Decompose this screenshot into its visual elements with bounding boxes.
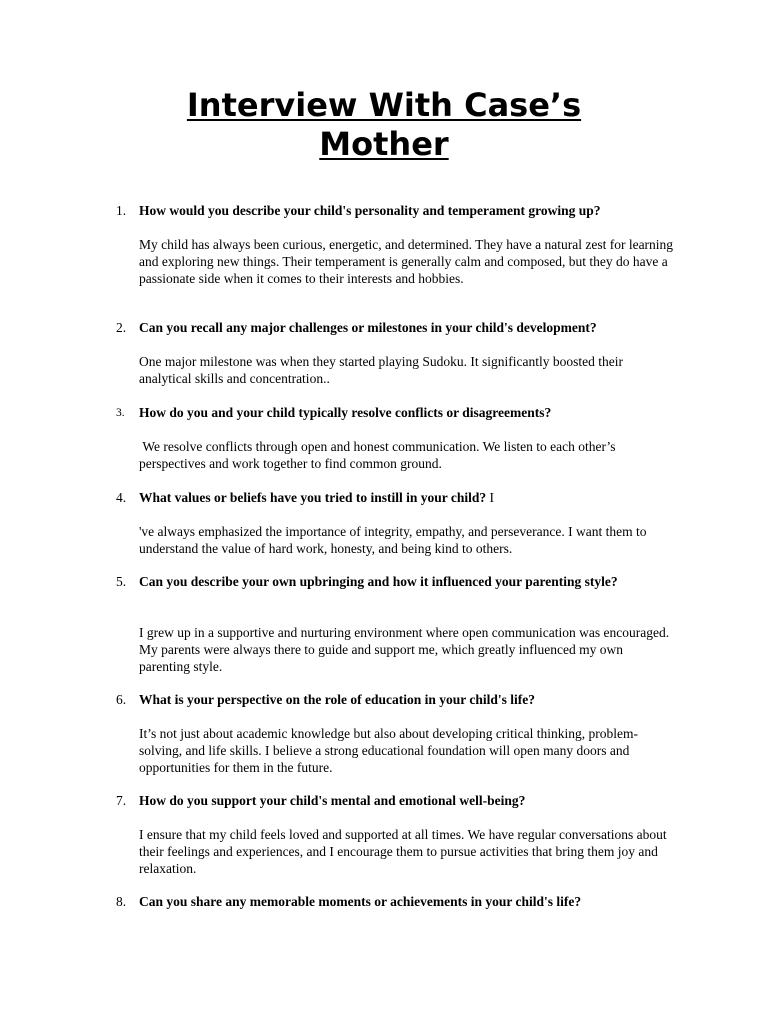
question-text: What is your perspective on the role of education in your child's life? [139,692,536,707]
answer-text: We resolve conflicts through open and honest communication. We listen to each other’s perspectives and work together to find common ground. [139,439,619,471]
question-text: Can you recall any major challenges or milestones in your child's development? [139,320,597,335]
question-bold-text: What values or beliefs have you tried to instill in your child? [139,490,487,505]
item-number: 3. [116,407,125,419]
item-number: 2. [116,320,127,335]
question-text: Can you describe your own upbringing and how it influenced your parenting style? [139,574,618,589]
item-number: 6. [116,692,127,707]
question-text: How would you describe your child's personality and temperament growing up? [139,203,601,218]
answer-text: I ensure that my child feels loved and supported at all times. We have regular conversations about their feelings and experiences, and I encourage them to pursue activities that bring them joy and relaxation. [139,827,667,876]
answer-text: 've always emphasized the importance of integrity, empathy, and perseverance. I want them to understand the value of hard work, honesty, and being kind to others. [139,524,647,556]
answer-text: I grew up in a supportive and nurturing environment where open communication was encouraged. My parents were always there to guide and support me, which greatly influenced my own parenting style. [139,625,670,674]
answer-text: One major milestone was when they started playing Sudoku. It significantly boosted their analytical skills and concentration.. [139,354,624,386]
item-number: 8. [116,894,127,909]
answer-text: My child has always been curious, energetic, and determined. They have a natural zest for learning and exploring new things. Their temperament is generally calm and composed, but they do have a passionate side when it comes to their interests and hobbies. [139,237,674,286]
document-title: Interview With Case’s Mother [186,86,582,163]
question-text [139,489,679,506]
question-text: How do you support your child's mental and emotional well-being? [139,793,526,808]
question-text: Can you share any memorable moments or achievements in your child's life? [139,894,582,909]
item-number: 1. [116,203,127,218]
item-number: 7. [116,793,127,808]
answer-text: It’s not just about academic knowledge but also about developing critical thinking, problem-solving, and life skills. I believe a strong educational foundation will open many doors and opportunities for them in the future. [139,726,639,775]
item-number: 5. [116,574,127,589]
question-tail-text: I [486,490,495,505]
item-number: 4. [116,490,127,505]
question-text: How do you and your child typically resolve conflicts or disagreements? [139,405,552,420]
